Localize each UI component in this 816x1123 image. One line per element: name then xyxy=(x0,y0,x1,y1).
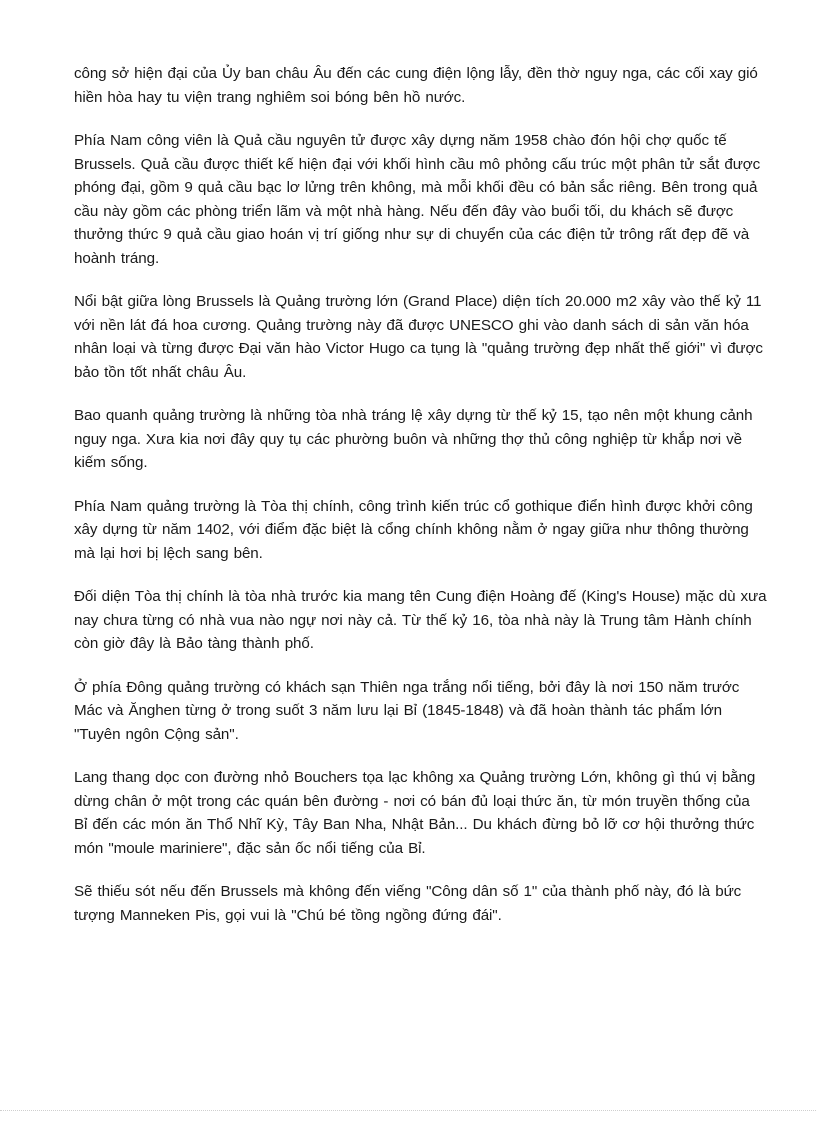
paragraph: Nổi bật giữa lòng Brussels là Quảng trường lớn (Grand Place) diện tích 20.000 m2 xây vào thế kỷ 11 với nền lát đá hoa cương. Quảng trường này đã được UNESCO ghi vào danh sách di sản văn hóa nhân loại và từng được Đại văn hào Victor Hugo ca tụng là "quảng trường đẹp nhất thế giới" vì được bảo tồn tốt nhất châu Âu. xyxy=(74,293,763,381)
paragraph: Ở phía Đông quảng trường có khách sạn Thiên nga trắng nổi tiếng, bởi đây là nơi 150 năm trước Mác và Ănghen từng ở trong suốt 3 năm lưu lại Bỉ (1845-1848) và đã hoàn thành tác phẩm lớn "Tuyên ngôn Cộng sản". xyxy=(74,678,740,743)
page-bottom-divider xyxy=(0,1110,816,1111)
paragraph: Lang thang dọc con đường nhỏ Bouchers tọa lạc không xa Quảng trường Lớn, không gì thú vị bằng dừng chân ở một trong các quán bên đường - nơi có bán đủ loại thức ăn, từ món truyền thống của Bỉ đến các món ăn Thổ Nhĩ Kỳ, Tây Ban Nha, Nhật Bản... Du khách đừng bỏ lỡ cơ hội thưởng thức món "moule mariniere", đặc sản ốc nổi tiếng của Bỉ. xyxy=(74,769,756,857)
paragraph: Phía Nam quảng trường là Tòa thị chính, công trình kiến trúc cổ gothique điển hình được khởi công xây dựng từ năm 1402, với điểm đặc biệt là cổng chính không nằm ở ngay giữa như thông thường mà lại hơi bị lệch sang bên. xyxy=(74,497,753,562)
paragraph: Đối diện Tòa thị chính là tòa nhà trước kia mang tên Cung điện Hoàng đế (King's House) mặc dù xưa nay chưa từng có nhà vua nào ngự nơi này cả. Từ thế kỷ 16, tòa nhà này là Trung tâm Hành chính còn giờ đây là Bảo tàng thành phố. xyxy=(74,588,767,652)
paragraph: công sở hiện đại của Ủy ban châu Âu đến các cung điện lộng lẫy, đền thờ nguy nga, các cối xay gió hiền hòa hay tu viện trang nghiêm soi bóng bên hồ nước. xyxy=(74,65,758,106)
paragraph: Bao quanh quảng trường là những tòa nhà tráng lệ xây dựng từ thế kỷ 15, tạo nên một khung cảnh nguy nga. Xưa kia nơi đây quy tụ các phường buôn và những thợ thủ công nghiệp từ khắp nơi về kiếm sống. xyxy=(74,407,753,471)
paragraph: Phía Nam công viên là Quả cầu nguyên tử được xây dựng năm 1958 chào đón hội chợ quốc tế Brussels. Quả cầu được thiết kế hiện đại với khối hình cầu mô phỏng cấu trúc một phân tử sắt được phóng đại, gồm 9 quả cầu bạc lơ lửng trên không, mà mỗi khối đều có bản sắc riêng. Bên trong quả cầu này gồm các phòng triển lãm và một nhà hàng. Nếu đến đây vào buổi tối, du khách sẽ được thưởng thức 9 quả cầu giao hoán vị trí giống như sự di chuyển của các điện tử trông rất đẹp đẽ và hoành tráng. xyxy=(74,132,761,267)
paragraph: Sẽ thiếu sót nếu đến Brussels mà không đến viếng "Công dân số 1" của thành phố này, đó là bức tượng Manneken Pis, gọi vui là "Chú bé tồng ngồng đứng đái". xyxy=(74,883,742,924)
